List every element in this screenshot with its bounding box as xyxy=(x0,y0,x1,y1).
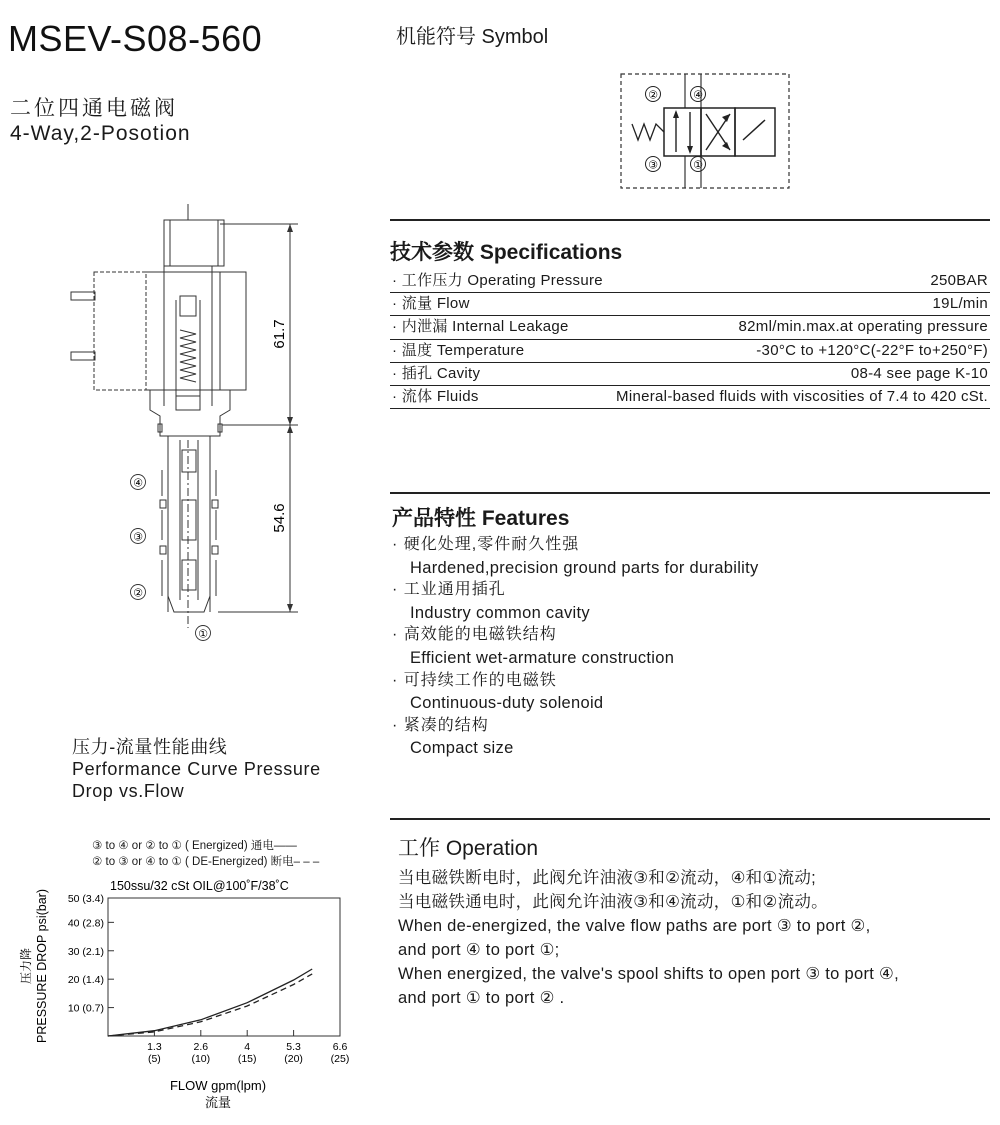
spec-value: -30°C to +120°C(-22°F to+250°F) xyxy=(756,341,988,359)
feature-item-en: Continuous-duty solenoid xyxy=(410,694,604,713)
features-title: 产品特性 Features xyxy=(392,507,570,530)
feature-item-en: Hardened,precision ground parts for durability xyxy=(410,558,759,577)
feature-item-cn: · 紧凑的结构 xyxy=(392,716,489,734)
y-tick-label: 30 (2.1) xyxy=(67,945,104,958)
spec-row xyxy=(390,293,990,316)
chart-title: 150ssu/32 cSt OIL@100˚F/38˚C xyxy=(110,879,289,893)
feature-item-cn: · 工业通用插孔 xyxy=(392,581,506,599)
legend-energized: ③ to ④ or ② to ① ( Energized) 通电—— xyxy=(92,840,297,852)
y-tick-label: 40 (2.8) xyxy=(67,917,104,930)
chart-plot-frame xyxy=(108,898,340,1036)
spec-value: Mineral-based fluids with viscosities of 7.4 to 420 cSt. xyxy=(616,387,988,405)
spec-divider xyxy=(390,219,990,221)
feature-item-en: Efficient wet-armature construction xyxy=(410,648,675,667)
feature-item-cn: · 高效能的电磁铁结构 xyxy=(392,626,557,644)
spec-label: · 工作压力 Operating Pressure xyxy=(392,272,603,289)
spec-value: 19L/min xyxy=(932,295,988,313)
chart-y-label-cn: 压力降 xyxy=(19,947,33,985)
x-tick-sublabel: (25) xyxy=(330,1053,350,1065)
x-tick-label: 1.3 xyxy=(147,1041,162,1053)
chart-y-label: PRESSURE DROP psi(bar) xyxy=(35,889,49,1043)
performance-title-en-1: Performance Curve Pressure xyxy=(72,759,321,779)
legend-deenergized: ② to ③ or ④ to ① ( DE-Energized) 断电– – – xyxy=(92,856,320,868)
model-number: MSEV-S08-560 xyxy=(8,18,263,59)
x-tick-label: 6.6 xyxy=(332,1041,348,1053)
spec-value: 82ml/min.max.at operating pressure xyxy=(738,318,988,336)
performance-chart xyxy=(0,870,380,1120)
subtitle-chinese: 二位四通电磁阀 xyxy=(10,97,178,120)
performance-title-cn: 压力-流量性能曲线 xyxy=(72,737,228,757)
x-tick-sublabel: (20) xyxy=(284,1053,303,1065)
specifications-table xyxy=(390,270,990,409)
symbol-port-2: ② xyxy=(648,88,658,102)
operation-divider xyxy=(390,818,990,820)
drawing-port-3: ③ xyxy=(133,530,143,544)
features-divider xyxy=(390,492,990,494)
spec-value: 250BAR xyxy=(930,272,988,289)
x-tick-sublabel: (15) xyxy=(237,1053,257,1065)
operation-line: 当电磁铁通电时，此阀允许油液③和④流动，①和②流动。 xyxy=(398,893,828,911)
performance-title xyxy=(72,736,321,802)
spec-label: · 插孔 Cavity xyxy=(392,364,481,382)
drawing-port-4: ④ xyxy=(133,476,143,490)
series-line-energized xyxy=(108,969,312,1036)
x-tick-sublabel: (10) xyxy=(191,1053,211,1065)
y-tick-label: 10 (0.7) xyxy=(67,1002,104,1015)
chart-legend xyxy=(92,838,319,870)
specifications-section xyxy=(390,236,990,409)
spec-label: · 温度 Temperature xyxy=(392,341,525,359)
chart-x-label-cn: 流量 xyxy=(204,1096,232,1111)
operation-section xyxy=(398,832,998,1010)
y-tick-label: 50 (3.4) xyxy=(67,893,104,905)
operation-line: and port ④ to port ①; xyxy=(398,941,560,959)
features-section xyxy=(392,502,992,760)
spec-row xyxy=(390,340,990,363)
spec-row xyxy=(390,386,990,409)
x-tick-sublabel: (5) xyxy=(147,1053,161,1065)
operation-line: When energized, the valve's spool shifts to open port ③ to port ④, xyxy=(398,965,900,983)
spec-value: 08-4 see page K-10 xyxy=(850,364,988,382)
symbol-port-3: ③ xyxy=(648,158,658,172)
feature-item-cn: · 硬化处理,零件耐久性强 xyxy=(392,536,580,553)
x-tick-label: 2.6 xyxy=(193,1041,209,1053)
feature-item-cn: · 可持续工作的电磁铁 xyxy=(392,671,557,689)
x-tick-label: 4 xyxy=(244,1041,251,1053)
spec-label: · 流量 Flow xyxy=(392,295,470,313)
features-list xyxy=(392,534,992,760)
operation-text xyxy=(398,866,998,1010)
dimension-lower: 54.6 xyxy=(271,503,288,533)
valve-cross-section-drawing xyxy=(60,200,320,650)
y-tick-label: 20 (1.4) xyxy=(67,974,104,987)
performance-title-en-2: Drop vs.Flow xyxy=(72,781,185,801)
hydraulic-symbol-diagram xyxy=(618,72,793,190)
specifications-title: 技术参数 Specifications xyxy=(390,241,623,264)
dimension-upper: 61.7 xyxy=(271,319,288,349)
spec-row xyxy=(390,316,990,339)
spec-label: · 流体 Fluids xyxy=(392,387,479,405)
feature-item-en: Industry common cavity xyxy=(410,603,590,622)
spec-row xyxy=(390,270,990,293)
operation-line: 当电磁铁断电时，此阀允许油液③和②流动，④和①流动; xyxy=(398,869,817,887)
spec-label: · 内泄漏 Internal Leakage xyxy=(392,318,569,336)
chart-x-label: FLOW gpm(lpm) xyxy=(169,1078,267,1093)
symbol-port-4: ④ xyxy=(693,88,703,102)
operation-title: 工作 Operation xyxy=(398,837,539,860)
series-line-de-energized xyxy=(108,974,312,1036)
x-tick-label: 5.3 xyxy=(286,1041,301,1053)
symbol-port-1: ① xyxy=(693,158,703,172)
drawing-port-1: ① xyxy=(198,627,208,641)
operation-line: and port ① to port ② . xyxy=(398,989,565,1007)
drawing-port-2: ② xyxy=(133,586,143,600)
operation-line: When de-energized, the valve flow paths are port ③ to port ②, xyxy=(398,917,871,935)
feature-item-en: Compact size xyxy=(410,739,514,758)
spec-row xyxy=(390,363,990,386)
symbol-title: 机能符号 Symbol xyxy=(396,26,549,48)
subtitle-english: 4-Way,2-Posotion xyxy=(10,122,191,145)
